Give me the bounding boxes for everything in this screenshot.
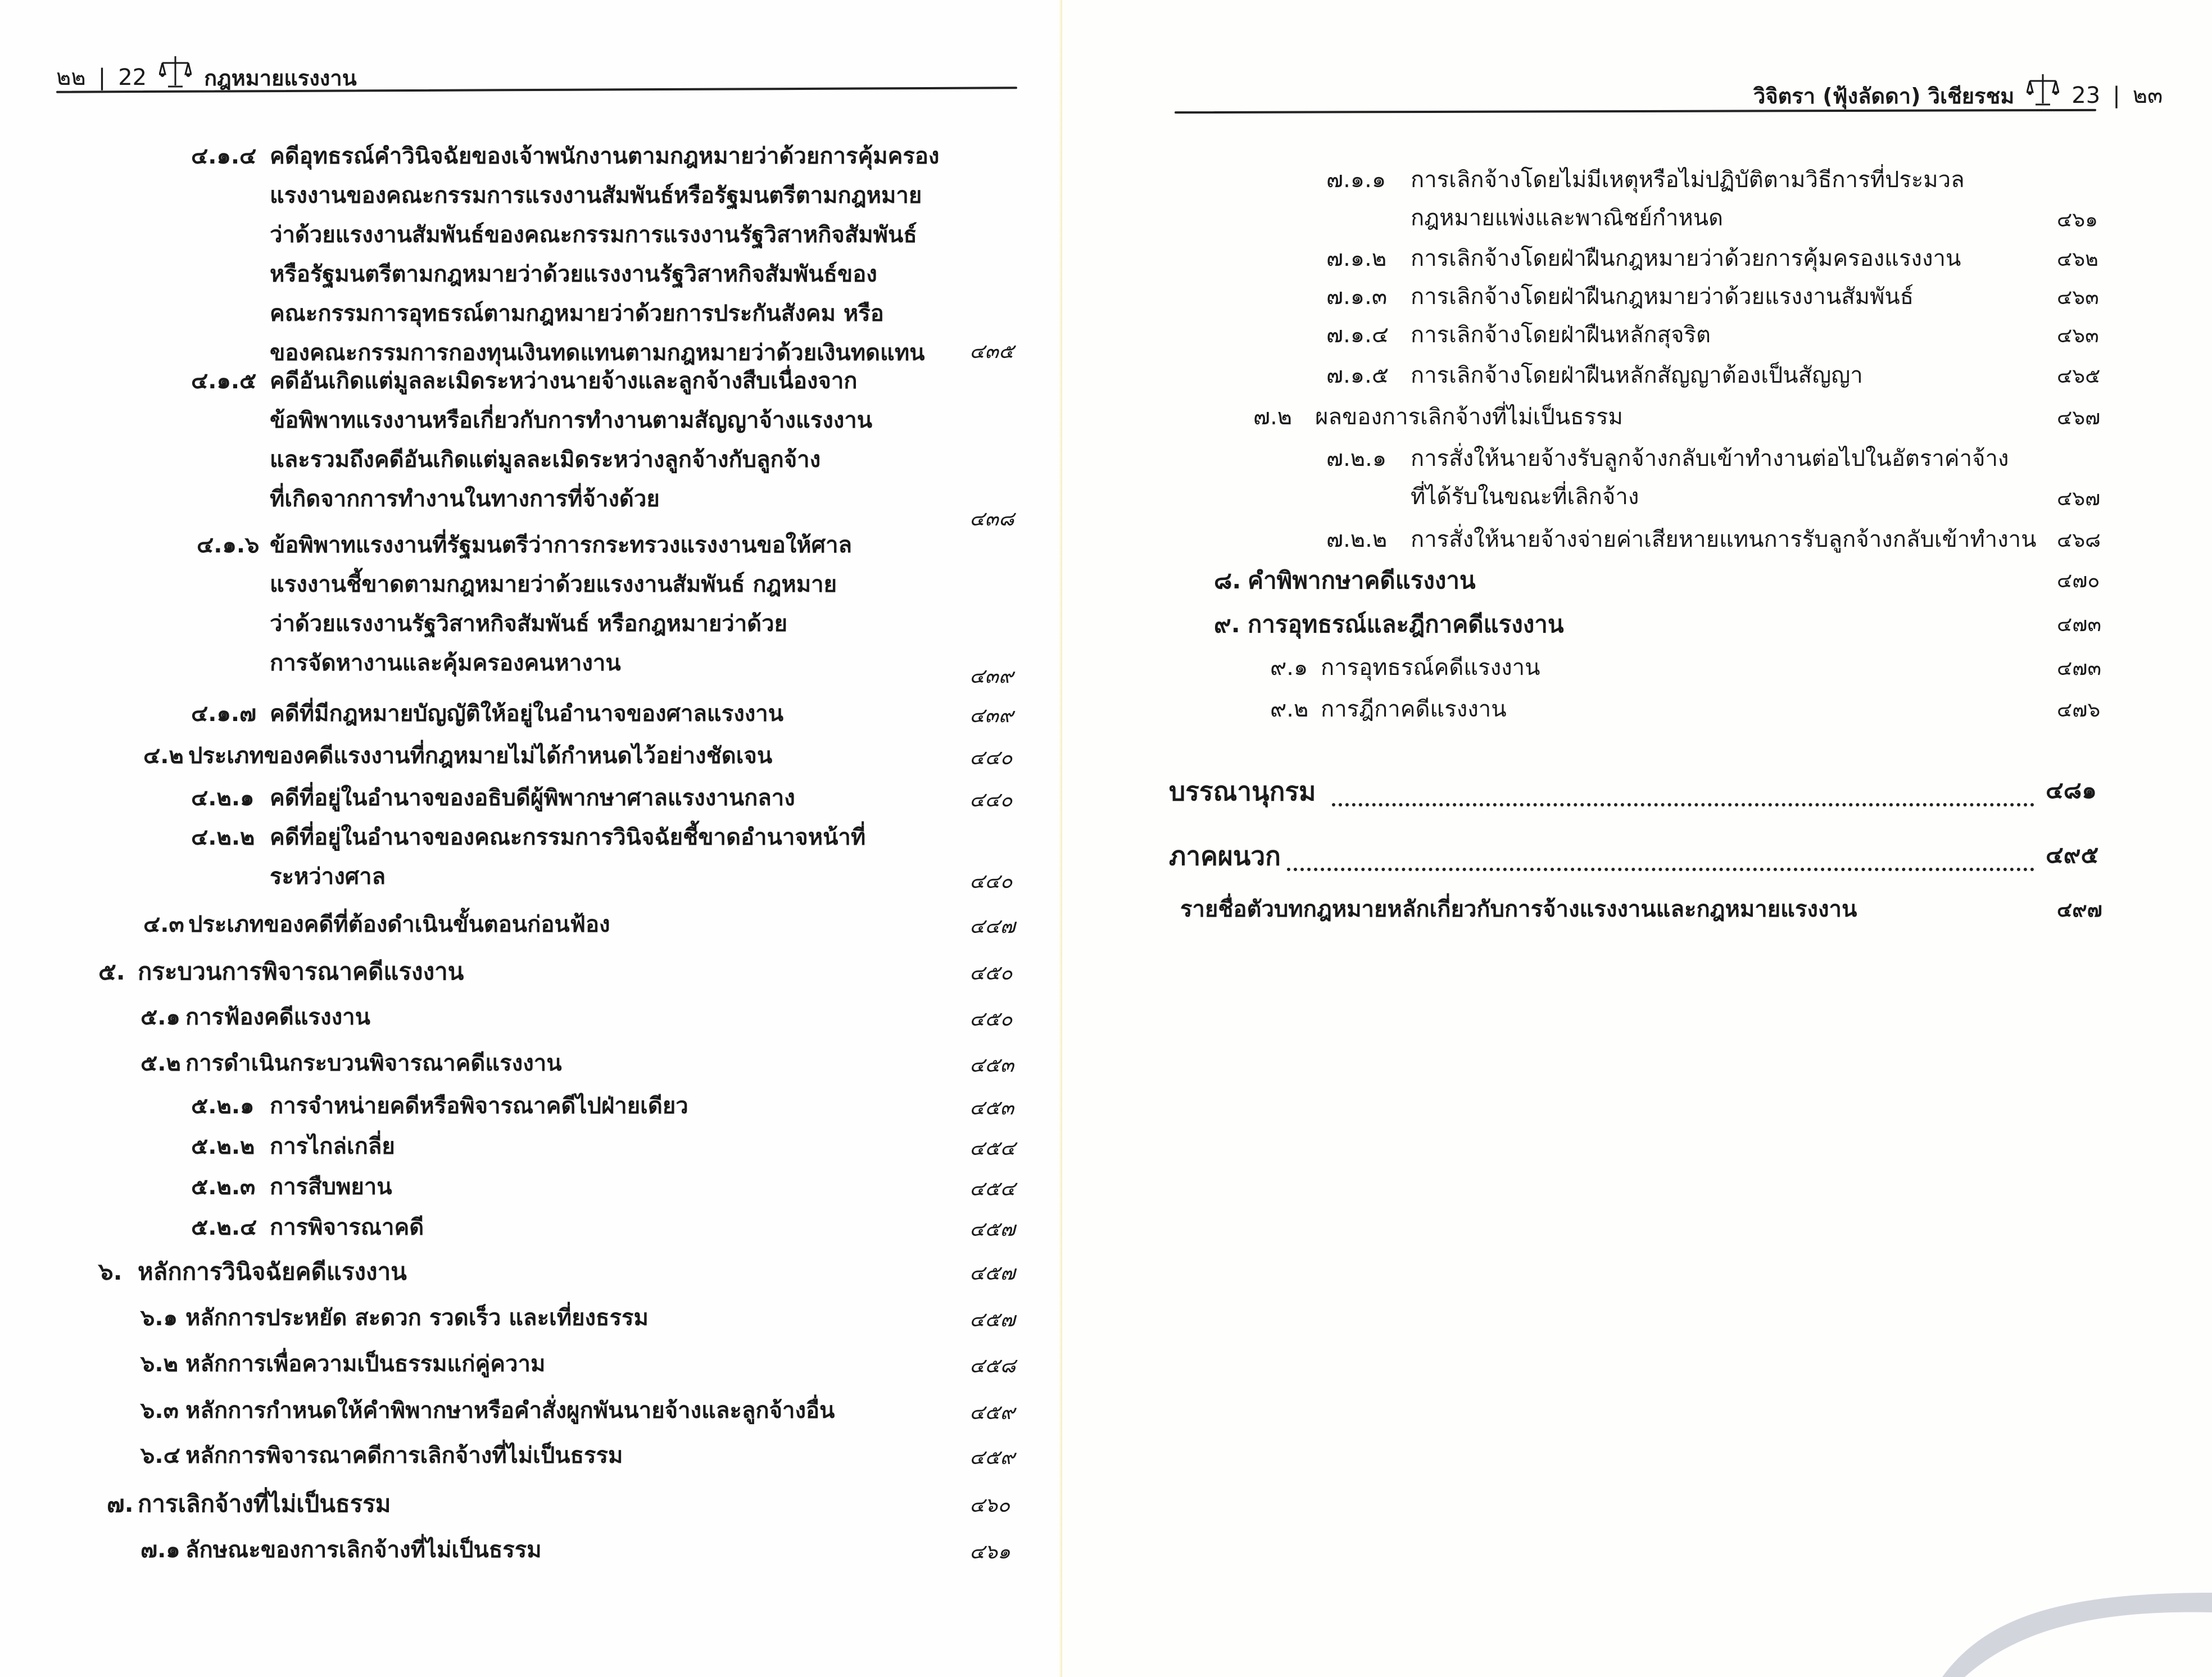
entry-page-number: ๔๔๗ xyxy=(969,915,1016,938)
entry-title-line: คดีอุทธรณ์คำวินิจฉัยของเจ้าพนักงานตามกฎหมายว่าด้วยการคุ้มครอง xyxy=(270,143,940,169)
entry-title-line: การเลิกจ้างโดยฝ่าฝืนหลักสุจริต xyxy=(1411,322,1711,348)
entry-number: ๖.๑ xyxy=(140,1305,178,1331)
page-curl-shadow xyxy=(1920,1553,2212,1677)
page-number-separator: | xyxy=(98,65,106,90)
entry-title-line: การเลิกจ้างโดยฝ่าฝืนหลักสัญญาต้องเป็นสัญญา xyxy=(1411,362,1863,388)
entry-number: ๗.๑.๕ xyxy=(1326,362,1389,388)
entry-number: ๕. xyxy=(98,958,125,985)
entry-number: ๙.๒ xyxy=(1270,696,1309,722)
entry-title-line: การดำเนินกระบวนพิจารณาคดีแรงงาน xyxy=(185,1050,562,1076)
entry-number: ๕.๒.๓ xyxy=(191,1174,256,1200)
entry-number: ๗.๑.๑ xyxy=(1326,167,1386,193)
entry-number: ๔.๓ xyxy=(143,912,184,937)
leader-dots xyxy=(1287,864,2034,871)
entry-page-number: ๔๖๑ xyxy=(2057,209,2098,232)
entry-number: ๕.๒.๑ xyxy=(191,1093,255,1119)
entry-title-line: แรงงานชี้ขาดตามกฎหมายว่าด้วยแรงงานสัมพันธ์ กฎหมาย xyxy=(270,572,837,597)
entry-title-line: และรวมถึงคดีอันเกิดแต่มูลละเมิดระหว่างลูกจ้างกับลูกจ้าง xyxy=(270,447,821,473)
back-matter-label: บรรณานุกรม xyxy=(1169,776,1316,806)
entry-title-line: หลักการวินิจฉัยคดีแรงงาน xyxy=(138,1258,407,1285)
entry-title-line: หลักการประหยัด สะดวก รวดเร็ว และเที่ยงธรรม xyxy=(185,1305,649,1331)
entry-title-line: การจำหน่ายคดีหรือพิจารณาคดีไปฝ่ายเดียว xyxy=(270,1093,688,1119)
entry-number: ๖.๒ xyxy=(140,1351,178,1377)
entry-page-number: ๔๖๕ xyxy=(2057,365,2101,388)
entry-page-number: ๔๕๐ xyxy=(969,1008,1013,1031)
book-title: กฎหมายแรงงาน xyxy=(204,66,357,90)
entry-number: ๔.๒.๑ xyxy=(191,785,255,811)
entry-number: ๖.๓ xyxy=(140,1398,179,1424)
entry-title-line: การฟ้องคดีแรงงาน xyxy=(185,1004,370,1030)
entry-title-line: คดีที่อยู่ในอำนาจของคณะกรรมการวินิจฉัยชี้ขาดอำนาจหน้าที่ xyxy=(270,824,866,850)
entry-page-number: ๔๕๙ xyxy=(969,1446,1015,1469)
entry-title-line: หรือรัฐมนตรีตามกฎหมายว่าด้วยแรงงานรัฐวิสาหกิจสัมพันธ์ของ xyxy=(270,261,877,287)
entry-page-number: ๔๕๘ xyxy=(969,1354,1016,1377)
entry-title-line: กระบวนการพิจารณาคดีแรงงาน xyxy=(138,958,464,985)
entry-number: ๙. xyxy=(1214,610,1240,638)
entry-title-line: แรงงานของคณะกรรมการแรงงานสัมพันธ์หรือรัฐมนตรีตามกฎหมาย xyxy=(270,183,922,209)
entry-page-number: ๔๖๑ xyxy=(969,1540,1010,1563)
entry-page-number: ๔๗๐ xyxy=(2057,569,2100,592)
author-name: วิจิตรา (ฟุ้งลัดดา) วิเชียรชม xyxy=(1753,84,2015,108)
entry-page-number: ๔๕๗ xyxy=(969,1218,1016,1241)
entry-number: ๕.๒ xyxy=(140,1050,181,1076)
entry-number: ๗.๑.๓ xyxy=(1326,284,1388,310)
entry-number: ๔.๑.๕ xyxy=(191,368,257,394)
entry-page-number: ๔๗๓ xyxy=(2057,613,2101,636)
scales-of-justice-icon xyxy=(159,55,192,89)
leader-dots xyxy=(1332,800,2034,806)
page-number-arabic: 23 xyxy=(2072,83,2101,108)
entry-title-line: การฎีกาคดีแรงงาน xyxy=(1321,696,1507,722)
entry-title-line: การสืบพยาน xyxy=(270,1174,392,1200)
back-matter-page-number: ๔๘๑ xyxy=(2046,776,2097,804)
entry-title-line: ข้อพิพาทแรงงานหรือเกี่ยวกับการทำงานตามสัญญาจ้างแรงงาน xyxy=(270,407,873,433)
entry-number: ๗.๑.๒ xyxy=(1326,246,1387,271)
entry-title-line: การเลิกจ้างโดยฝ่าฝืนกฎหมายว่าด้วยแรงงานสัมพันธ์ xyxy=(1411,284,1914,310)
entry-title-line: การเลิกจ้างที่ไม่เป็นธรรม xyxy=(138,1490,391,1517)
entry-number: ๗. xyxy=(107,1490,134,1517)
scales-of-justice-icon xyxy=(2027,73,2059,107)
entry-page-number: ๔๖๓ xyxy=(2057,286,2099,309)
right-page xyxy=(1062,0,2212,1677)
entry-title-line: การจัดหางานและคุ้มครองคนหางาน xyxy=(270,650,621,676)
entry-title-line: การพิจารณาคดี xyxy=(270,1214,424,1240)
entry-page-number: ๔๕๔ xyxy=(969,1177,1016,1200)
entry-number: ๙.๑ xyxy=(1270,655,1308,681)
entry-number: ๗.๑ xyxy=(140,1537,180,1563)
entry-page-number: ๔๕๓ xyxy=(969,1054,1014,1077)
entry-title-line: การอุทธรณ์และฎีกาคดีแรงงาน xyxy=(1248,610,1564,638)
entry-title-line: การสั่งให้นายจ้างรับลูกจ้างกลับเข้าทำงานต่อไปในอัตราค่าจ้าง xyxy=(1411,446,2009,472)
entry-title-line: ที่ได้รับในขณะที่เลิกจ้าง xyxy=(1411,484,1639,510)
entry-title-line: ว่าด้วยแรงงานรัฐวิสาหกิจสัมพันธ์ หรือกฎหมายว่าด้วย xyxy=(270,611,788,637)
entry-number: ๔.๒ xyxy=(143,743,184,769)
entry-page-number: ๔๖๗ xyxy=(2057,406,2101,429)
entry-page-number: ๔๕๗ xyxy=(969,1262,1016,1285)
entry-number: ๕.๑ xyxy=(140,1004,180,1030)
entry-number: ๗.๑.๔ xyxy=(1326,322,1389,348)
entry-number: ๕.๒.๒ xyxy=(191,1134,255,1159)
entry-number: ๘. xyxy=(1214,566,1241,594)
back-matter-label: ภาคผนวก xyxy=(1169,841,1281,871)
left-page xyxy=(0,0,1062,1677)
entry-title-line: คดีที่อยู่ในอำนาจของอธิบดีผู้พิพากษาศาลแรงงานกลาง xyxy=(270,785,795,811)
entry-title-line: คดีอันเกิดแต่มูลละเมิดระหว่างนายจ้างและลูกจ้างสืบเนื่องจาก xyxy=(270,368,858,394)
entry-title-line: การสั่งให้นายจ้างจ่ายค่าเสียหายแทนการรับลูกจ้างกลับเข้าทำงาน xyxy=(1411,527,2037,552)
entry-title-line: หลักการเพื่อความเป็นธรรมแก่คู่ความ xyxy=(185,1351,546,1377)
entry-page-number: ๔๖๗ xyxy=(2057,487,2101,510)
entry-page-number: ๔๕๙ xyxy=(969,1401,1015,1424)
entry-page-number: ๔๗๖ xyxy=(2057,699,2101,722)
entry-title-line: คำพิพากษาคดีแรงงาน xyxy=(1248,566,1476,594)
entry-title-line: คณะกรรมการอุทธรณ์ตามกฎหมายว่าด้วยการประกันสังคม หรือ xyxy=(270,301,884,327)
entry-number: ๔.๒.๒ xyxy=(191,824,255,850)
entry-title-line: การอุทธรณ์คดีแรงงาน xyxy=(1321,655,1540,681)
entry-number: ๕.๒.๔ xyxy=(191,1214,257,1240)
entry-page-number: ๔๕๔ xyxy=(969,1137,1016,1160)
entry-page-number: ๔๔๐ xyxy=(969,870,1013,893)
entry-title-line: การเลิกจ้างโดยไม่มีเหตุหรือไม่ปฏิบัติตามวิธีการที่ประมวล xyxy=(1411,167,1965,193)
entry-number: ๔.๑.๔ xyxy=(191,143,257,169)
entry-page-number: ๔๖๓ xyxy=(2057,324,2099,347)
entry-number: ๔.๑.๗ xyxy=(191,701,257,727)
page-number-separator: | xyxy=(2113,83,2120,108)
header-rule xyxy=(1175,109,2096,114)
entry-page-number: ๔๕๐ xyxy=(969,962,1013,985)
entry-page-number: ๔๓๙ xyxy=(969,704,1014,727)
entry-page-number: ๔๕๓ xyxy=(969,1096,1014,1119)
entry-number: ๗.๒.๒ xyxy=(1326,527,1388,552)
appendix-item-label: รายชื่อตัวบทกฎหมายหลักเกี่ยวกับการจ้างแรงงานและกฎหมายแรงงาน xyxy=(1180,896,1857,922)
page-number-thai: ๒๓ xyxy=(2132,83,2163,108)
entry-number: ๗.๒.๑ xyxy=(1326,446,1387,472)
entry-page-number: ๔๖๘ xyxy=(2057,529,2101,552)
entry-page-number: ๔๔๐ xyxy=(969,746,1013,769)
entry-page-number: ๔๔๐ xyxy=(969,788,1013,812)
entry-page-number: ๔๖๐ xyxy=(969,1494,1010,1517)
entry-number: ๗.๒ xyxy=(1253,404,1293,430)
page-number-thai: ๒๒ xyxy=(56,65,86,90)
appendix-item-page-number: ๔๙๗ xyxy=(2057,899,2102,922)
entry-number: ๔.๑.๖ xyxy=(197,532,260,558)
entry-page-number: ๔๕๗ xyxy=(969,1308,1016,1331)
entry-page-number: ๔๓๘ xyxy=(969,507,1014,531)
entry-title-line: หลักการกำหนดให้คำพิพากษาหรือคำสั่งผูกพันนายจ้างและลูกจ้างอื่น xyxy=(185,1398,835,1424)
entry-page-number: ๔๓๙ xyxy=(969,665,1014,688)
right-page-header xyxy=(1753,73,2163,107)
entry-title-line: ผลของการเลิกจ้างที่ไม่เป็นธรรม xyxy=(1315,404,1623,430)
entry-number: ๖. xyxy=(98,1258,123,1285)
entry-title-line: ที่เกิดจากการทำงานในทางการที่จ้างด้วย xyxy=(270,486,660,512)
page-number-arabic: 22 xyxy=(118,65,147,90)
entry-title-line: ประเภทของคดีแรงงานที่กฎหมายไม่ได้กำหนดไว้อย่างชัดเจน xyxy=(188,743,773,769)
entry-title-line: หลักการพิจารณาคดีการเลิกจ้างที่ไม่เป็นธรรม xyxy=(185,1443,623,1468)
entry-title-line: ลักษณะของการเลิกจ้างที่ไม่เป็นธรรม xyxy=(185,1537,542,1563)
entry-title-line: คดีที่มีกฎหมายบัญญัติให้อยู่ในอำนาจของศาลแรงงาน xyxy=(270,701,784,727)
entry-title-line: ประเภทของคดีที่ต้องดำเนินขั้นตอนก่อนฟ้อง xyxy=(188,912,610,937)
left-page-header xyxy=(56,55,357,89)
entry-title-line: การไกล่เกลี่ย xyxy=(270,1134,395,1159)
entry-number: ๖.๔ xyxy=(140,1443,180,1468)
entry-page-number: ๔๗๓ xyxy=(2057,657,2101,680)
entry-title-line: กฎหมายแพ่งและพาณิชย์กำหนด xyxy=(1411,205,1724,231)
back-matter-page-number: ๔๙๕ xyxy=(2046,841,2099,868)
entry-title-line: ข้อพิพาทแรงงานที่รัฐมนตรีว่าการกระทรวงแรงงานขอให้ศาล xyxy=(270,532,853,558)
entry-page-number: ๔๖๒ xyxy=(2057,248,2098,271)
entry-title-line: ว่าด้วยแรงงานสัมพันธ์ของคณะกรรมการแรงงานรัฐวิสาหกิจสัมพันธ์ xyxy=(270,222,917,248)
entry-title-line: ของคณะกรรมการกองทุนเงินทดแทนตามกฎหมายว่าด้วยเงินทดแทน xyxy=(270,340,925,366)
entry-page-number: ๔๓๕ xyxy=(969,340,1014,363)
entry-title-line: ระหว่างศาล xyxy=(270,864,386,890)
entry-title-line: การเลิกจ้างโดยฝ่าฝืนกฎหมายว่าด้วยการคุ้มครองแรงงาน xyxy=(1411,246,1961,271)
